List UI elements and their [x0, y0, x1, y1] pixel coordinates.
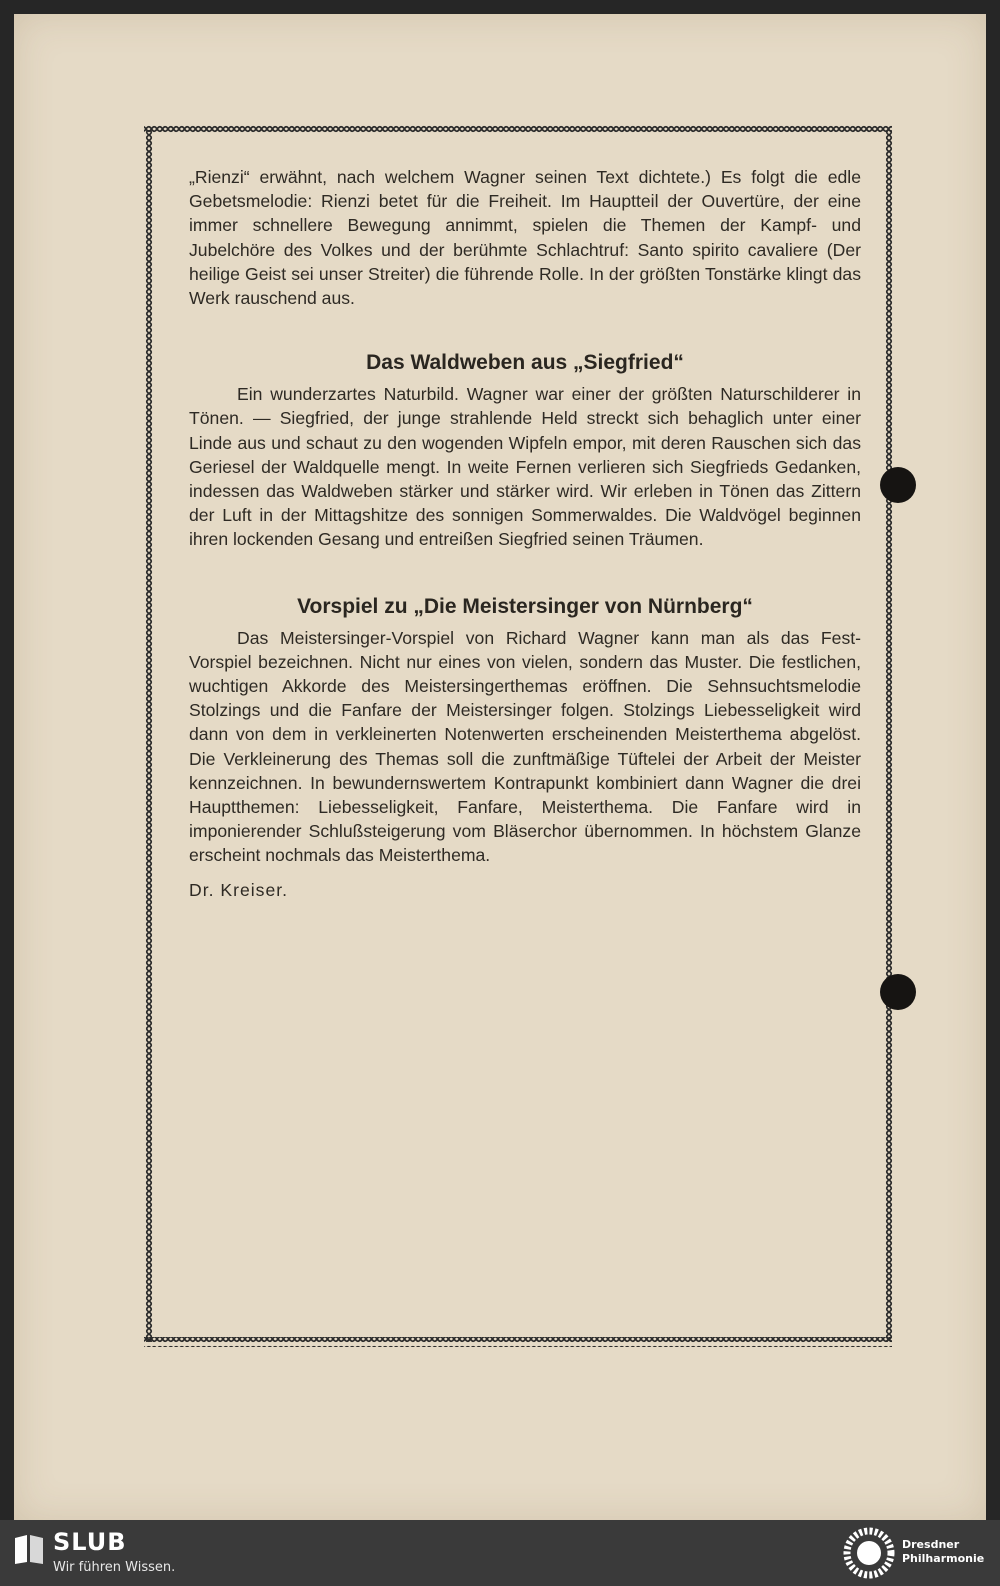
footer-bar	[0, 1520, 1000, 1586]
slub-tagline: Wir führen Wissen.	[53, 1560, 176, 1575]
punch-hole-upper	[880, 467, 916, 503]
section-heading-waldweben: Das Waldweben aus „Siegfried“	[366, 351, 684, 375]
document-text	[189, 165, 861, 902]
punch-hole-lower	[880, 974, 916, 1010]
section-body-meistersinger: Das Meistersinger-Vorspiel von Richard Wagner kann man als das Fest-Vorspiel bezeichnen. Nicht nur eines von vielen, sondern das Muster. Die festlichen, wuchtigen Akkorde des Meistersingerthemas eröffnen. Die Sehnsuchtsmelodie Stolzings und die Fanfare der Meistersinger folgen. Stolzings Liebesseligkeit wird dann von dem in verkleinerten Notenwerten erscheinenden Meisterthema abgelöst. Die Verkleinerung des Themas soll die zunftmäßige Tüftelei der Arbeit der Meister kennzeichnen. In bewundernswertem Kontrapunkt kombiniert dann Wagner die drei Hauptthemen: Liebesseligkeit, Fanfare, Meisterthema. Die Fanfare wird in imponierender Schlußsteigerung vom Bläserchor übernommen. In höchstem Glanze erscheint nochmals das Meisterthema.	[189, 627, 861, 866]
border-top	[144, 125, 892, 135]
border-bottom	[144, 1337, 892, 1347]
intro-paragraph: „Rienzi“ erwähnt, nach welchem Wagner seinen Text dichtete.) Es folgt die edle Gebetsmelodie: Rienzi betet für die Freiheit. Im Hauptteil der Ouvertüre, der eine immer schnellere Bewegung annimmt, spielen die Themen der Kampf- und Jubelchöre des Volkes und der berühmte Schlachtruf: Santo spirito cavaliere (Der heilige Geist sei unser Streiter) die führende Rolle. In der größten Tonstärke klingt das Werk rauschend aus.	[189, 167, 861, 309]
dresdner-philharmonie-name-line1: Dresdner	[902, 1538, 960, 1551]
dresdner-philharmonie-name-line2: Philharmonie	[902, 1552, 985, 1565]
author-signature: Dr. Kreiser.	[189, 879, 289, 900]
slub-brand-name[interactable]: SLUB	[53, 1528, 127, 1556]
slub-book-icon[interactable]	[12, 1532, 46, 1566]
section-heading-meistersinger: Vorspiel zu „Die Meistersinger von Nürnberg“	[297, 594, 753, 618]
border-left	[143, 130, 153, 1342]
dresdner-philharmonie-logo-icon[interactable]	[842, 1526, 896, 1580]
section-body-waldweben: Ein wunderzartes Naturbild. Wagner war einer der größten Naturschilderer in Tönen. — Siegfried, der junge strahlende Held streckt sich behaglich unter einer Linde aus und schaut zu den wogenden Wipfeln empor, mit deren Rauschen sich das Geriesel der Waldquelle mengt. In weite Fernen verlieren sich Siegfrieds Gedanken, indessen das Waldweben stärker und stärker wird. Wir erleben in Tönen das Zittern der Luft in der Mittagshitze des sonnigen Sommerwaldes. Die Waldvögel beginnen ihren lockenden Gesang und entreißen Siegfried seinen Träumen.	[189, 384, 861, 550]
border-right	[883, 130, 893, 1342]
